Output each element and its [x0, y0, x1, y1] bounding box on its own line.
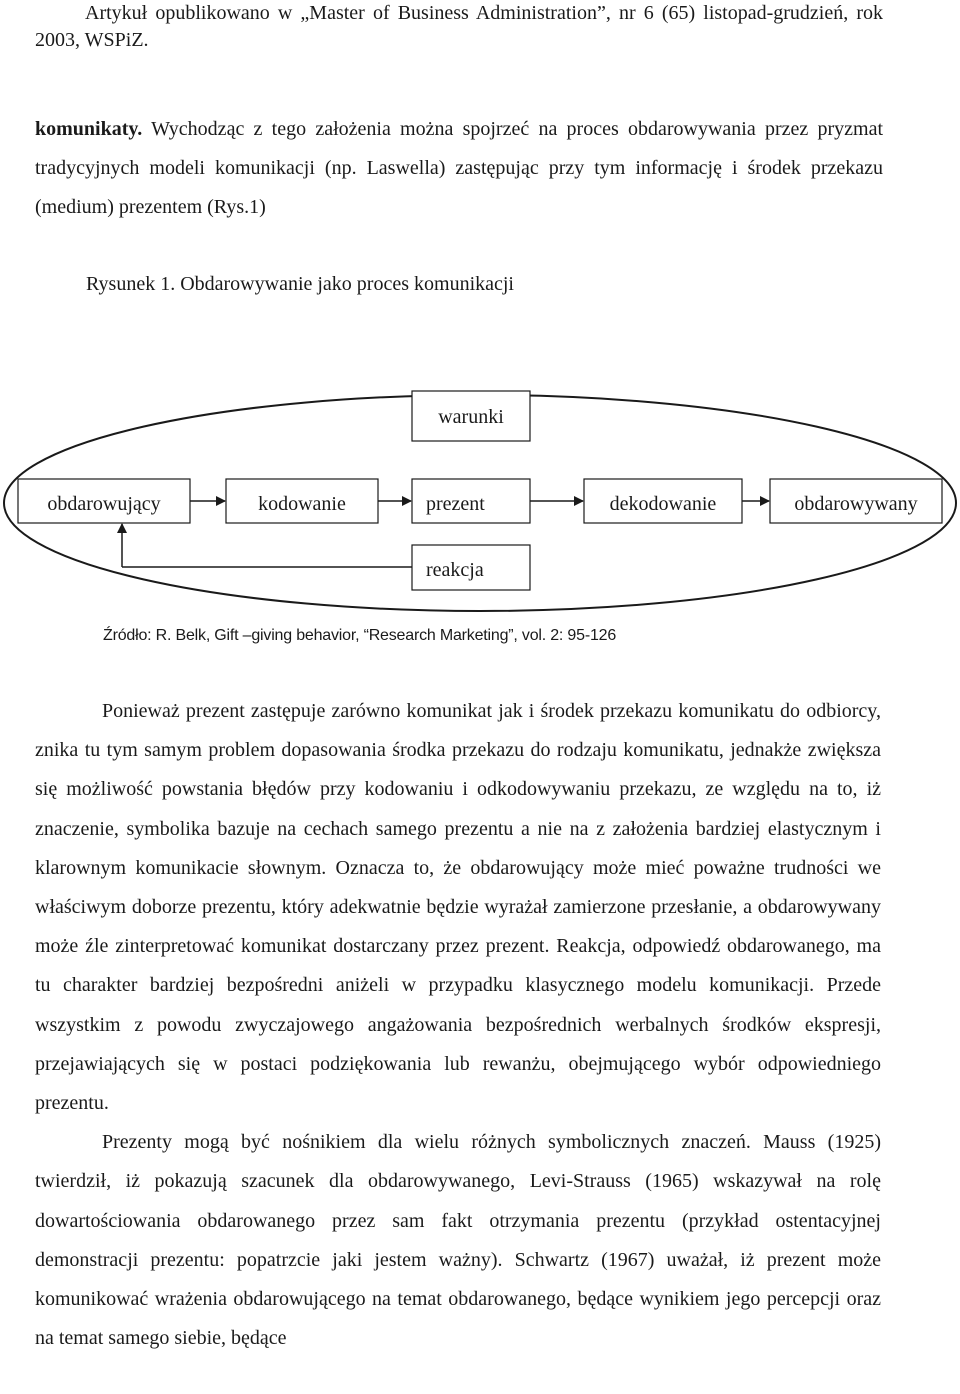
box-gift: [412, 479, 530, 523]
intro-paragraph: [35, 110, 883, 227]
box-decoding: [584, 479, 742, 523]
intro-text: Wychodząc z tego założenia można spojrzeć na proces obdarowywania przez pryzmat tradycyjnych modeli komunikacji (np. Laswella) zastępując przy tym informację i środek przekazu (medium) prezentem (Rys.1): [35, 118, 883, 218]
article-citation: Artykuł opublikowano w „Master of Business Administration”, nr 6 (65) listopad-grudzień, rok 2003, WSPiZ.: [35, 2, 883, 51]
box-receiver-label: obdarowywany: [794, 493, 918, 515]
box-giver-label: obdarowujący: [47, 493, 161, 515]
figure-source: Źródło: R. Belk, Gift –giving behavior, “Research Marketing”, vol. 2: 95-126: [103, 627, 617, 644]
body-paragraph-1: Ponieważ prezent zastępuje zarówno komunikat jak i środek przekazu komunikatu do odbiorcy, znika tu tym samym problem dopasowania środka przekazu do rodzaju komunikatu, jednakże zwiększa się możliwość powstania błędów przy kodowaniu i odkodowywaniu przekazu, ze względu na to, iż znaczenie, symbolika bazuje na cechach samego prezentu a nie na z założenia bardziej elastycznym i klarownym komunikacie słownym. Oznacza to, że obdarowujący może mieć poważne trudności we właściwym doborze prezentu, który adekwatnie będzie wyrażał zamierzone przesłanie, a obdarowywany może źle zinterpretować komunikat dostarczany przez prezent. Reakcja, odpowiedź obdarowanego, ma tu charakter bardziej bezpośredni aniżeli w przypadku klasycznego modelu komunikacji. Przede wszystkim z powodu zwyczajowego angażowania bezpośrednich werbalnych środków ekspresji, przejawiających się w postaci podziękowania lub rewanżu, obejmującego wybór odpowiedniego prezentu.: [35, 700, 881, 1115]
box-reaction-label: reakcja: [426, 559, 484, 581]
communication-diagram: [0, 380, 960, 620]
box-reaction: [412, 545, 530, 590]
box-giver: [18, 479, 190, 523]
box-conditions: [412, 391, 530, 441]
box-conditions-label: warunki: [438, 406, 504, 428]
box-decoding-label: dekodowanie: [609, 493, 717, 515]
intro-bold-word: komunikaty.: [35, 118, 143, 140]
body-paragraph-2: Prezenty mogą być nośnikiem dla wielu różnych symbolicznych znaczeń. Mauss (1925) twierdził, iż pokazują szacunek dla obdarowywanego, Levi-Strauss (1965) wskazywał na rolę dowartościowania obdarowanego przez sam fakt otrzymania prezentu (przykład ostentacyjnej demonstracji prezentu: popatrzcie jaki jestem ważny). Schwartz (1967) uważał, iż prezent może komunikować wrażenia obdarowującego na temat obdarowanego, będące wynikiem jego percepcji oraz na temat samego siebie, będące: [35, 1131, 881, 1350]
box-gift-label: prezent: [426, 493, 485, 515]
box-receiver: [770, 479, 942, 523]
box-encoding: [226, 479, 378, 523]
figure-title: Rysunek 1. Obdarowywanie jako proces komunikacji: [86, 273, 514, 295]
box-encoding-label: kodowanie: [258, 493, 346, 515]
body-text: [35, 692, 881, 1358]
